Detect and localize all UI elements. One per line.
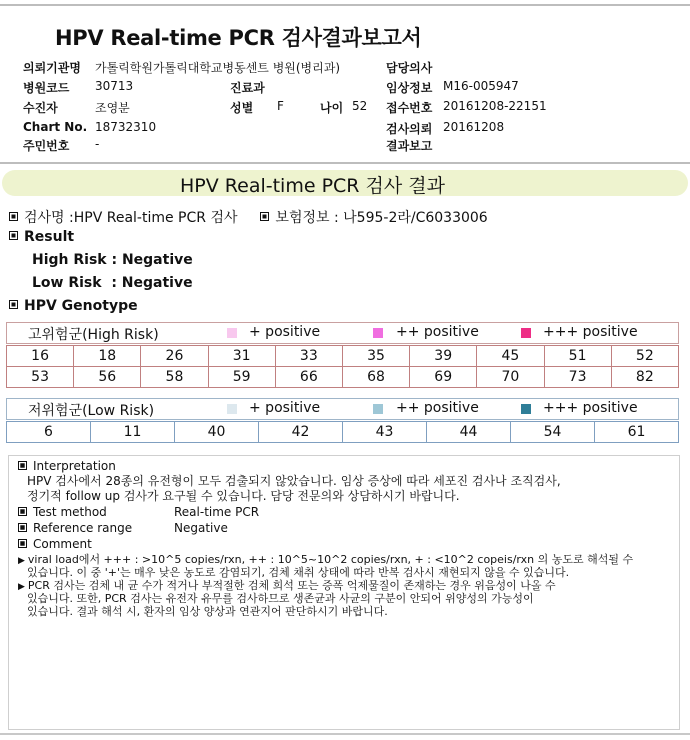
- genotype-cell: 53: [7, 367, 74, 388]
- high-risk-genotype-table: [6, 345, 679, 388]
- genotype-cell: 59: [208, 367, 275, 388]
- checkbox-icon: [18, 523, 27, 532]
- genotype-cell: 44: [427, 422, 511, 443]
- age-label: 나이: [320, 101, 344, 115]
- checkbox-icon: [18, 507, 27, 516]
- low-plus-swatch: [227, 404, 237, 414]
- high-plus3-swatch: [521, 328, 531, 338]
- comment-1-text-1: viral load에서 +++ : >10^5 copies/rxn, ++ : 10^5~10^2 copies/rxn, + : <10^2 copeis/rxn 의 농도로 해석될 수: [27, 553, 634, 566]
- genotype-cell: 18: [74, 346, 141, 367]
- low-plus2-swatch: [373, 404, 383, 414]
- referring-institution-value: 가톨릭학원가톨릭대학교병동센트 병원(병리과): [95, 61, 341, 75]
- clinical-info-label: 임상정보: [386, 81, 433, 95]
- high-plus-label: + positive: [249, 324, 321, 340]
- test-info-line: [9, 207, 488, 227]
- genotype-cell: 51: [544, 346, 611, 367]
- genotype-cell: 35: [342, 346, 409, 367]
- genotype-cell: 56: [74, 367, 141, 388]
- genotype-row: [7, 346, 679, 367]
- genotype-row: [7, 422, 679, 443]
- high-plus3-label: +++ positive: [543, 324, 638, 340]
- high-risk-label: 고위험군(High Risk): [28, 327, 159, 343]
- interpretation-heading-text: Interpretation: [33, 459, 116, 473]
- genotype-heading: [9, 298, 138, 314]
- genotype-cell: 61: [595, 422, 679, 443]
- request-date-label: 검사의뢰: [386, 122, 433, 136]
- report-date-label: 결과보고: [386, 139, 433, 153]
- patient-value: 조영분: [95, 101, 130, 115]
- genotype-cell: 11: [91, 422, 175, 443]
- insurance-value: 나595-2라/C6033006: [343, 210, 488, 226]
- comment-1-line-2: 있습니다. 이 중 '+'는 매우 낮은 농도로 감염되기, 검체 채취 상태에 따라 반복 검사시 재현되지 않을 수 있습니다.: [27, 566, 570, 579]
- test-method-row: [18, 505, 107, 520]
- checkbox-icon: [9, 212, 18, 221]
- sex-value: F: [277, 99, 284, 113]
- interpretation-line-1: HPV 검사에서 28종의 유전형이 모두 검출되지 않았습니다. 임상 증상에 따라 세포진 검사나 조직검사,: [27, 474, 561, 488]
- genotype-cell: 31: [208, 346, 275, 367]
- high-plus2-swatch: [373, 328, 383, 338]
- reference-range-value: Negative: [174, 521, 228, 535]
- genotype-cell: 42: [259, 422, 343, 443]
- receipt-number-label: 접수번호: [386, 101, 433, 115]
- genotype-row: [7, 367, 679, 388]
- patient-label: 수진자: [23, 101, 58, 115]
- comment-2-line-2: 있습니다. 또한, PCR 검사는 유전자 유무를 검사하므로 생존균과 사균의 구분이 안되어 위양성의 가능성이: [27, 592, 534, 605]
- chart-no-value: 18732310: [95, 120, 157, 134]
- genotype-cell: 68: [342, 367, 409, 388]
- age-value: 52: [352, 99, 368, 113]
- test-name-value: HPV Real-time PCR 검사: [73, 210, 238, 226]
- interpretation-line-2: 정기적 follow up 검사가 요구될 수 있습니다. 담당 전문의와 상담하시기 바랍니다.: [27, 489, 460, 503]
- reference-range-label: Reference range: [33, 521, 133, 535]
- reference-range-row: [18, 521, 132, 536]
- genotype-cell: 69: [410, 367, 477, 388]
- test-method-value: Real-time PCR: [174, 505, 260, 519]
- receipt-number-value: 20161208-22151: [443, 99, 547, 113]
- low-risk-result: Low Risk : Negative: [32, 275, 193, 291]
- chart-no-label: Chart No.: [23, 120, 88, 134]
- comment-heading: [18, 537, 92, 552]
- checkbox-icon: [260, 212, 269, 221]
- test-name-label: 검사명 :: [24, 210, 74, 226]
- genotype-cell: 45: [477, 346, 544, 367]
- report-title: HPV Real-time PCR 검사결과보고서: [55, 26, 422, 50]
- top-rule: [0, 4, 690, 6]
- test-method-label: Test method: [33, 505, 107, 519]
- comment-2-line-3: 있습니다. 결과 해석 시, 환자의 임상 양상과 연관지어 판단하시기 바랍니다.: [27, 605, 388, 618]
- referring-institution-label: 의뢰기관명: [23, 61, 81, 75]
- triangle-bullet-icon: ▶: [18, 556, 25, 566]
- genotype-cell: 40: [175, 422, 259, 443]
- result-heading-text: Result: [24, 229, 75, 245]
- clinical-info-value: M16-005947: [443, 79, 519, 93]
- genotype-cell: 52: [611, 346, 678, 367]
- result-banner-title: HPV Real-time PCR 검사 결과: [180, 175, 445, 197]
- hospital-code-label: 병원코드: [23, 81, 70, 95]
- insurance-label: 보험정보 :: [275, 210, 339, 226]
- checkbox-icon: [9, 231, 18, 240]
- genotype-cell: 82: [611, 367, 678, 388]
- header-divider: [0, 162, 690, 164]
- genotype-cell: 16: [7, 346, 74, 367]
- genotype-cell: 58: [141, 367, 208, 388]
- triangle-bullet-icon: ▶: [18, 582, 25, 592]
- interpretation-heading: [18, 459, 116, 474]
- genotype-cell: 33: [275, 346, 342, 367]
- genotype-cell: 43: [343, 422, 427, 443]
- bottom-rule: [0, 733, 690, 735]
- resident-number-value: -: [95, 137, 100, 151]
- high-plus-swatch: [227, 328, 237, 338]
- genotype-cell: 39: [410, 346, 477, 367]
- physician-label: 담당의사: [386, 61, 433, 75]
- genotype-cell: 66: [275, 367, 342, 388]
- low-plus3-label: +++ positive: [543, 400, 638, 416]
- high-plus2-label: ++ positive: [396, 324, 479, 340]
- genotype-cell: 73: [544, 367, 611, 388]
- genotype-cell: 54: [511, 422, 595, 443]
- checkbox-icon: [18, 461, 27, 470]
- sex-label: 성별: [230, 101, 254, 115]
- low-plus-label: + positive: [249, 400, 321, 416]
- comment-heading-text: Comment: [33, 537, 92, 551]
- result-heading: [9, 229, 74, 245]
- genotype-heading-text: HPV Genotype: [24, 298, 138, 314]
- genotype-cell: 26: [141, 346, 208, 367]
- low-risk-label: 저위험군(Low Risk): [28, 403, 155, 419]
- low-plus3-swatch: [521, 404, 531, 414]
- checkbox-icon: [9, 300, 18, 309]
- checkbox-icon: [18, 539, 27, 548]
- request-date-value: 20161208: [443, 120, 505, 134]
- resident-number-label: 주민번호: [23, 139, 70, 153]
- comment-2-text-1: PCR 검사는 검체 내 균 수가 적거나 부적절한 검체 희석 또는 증폭 억제물질이 존재하는 경우 위음성이 나올 수: [27, 579, 556, 592]
- genotype-cell: 6: [7, 422, 91, 443]
- low-risk-genotype-table: [6, 421, 679, 443]
- genotype-cell: 70: [477, 367, 544, 388]
- low-plus2-label: ++ positive: [396, 400, 479, 416]
- department-label: 진료과: [230, 81, 265, 95]
- hospital-code-value: 30713: [95, 79, 134, 93]
- high-risk-result: High Risk : Negative: [32, 252, 193, 268]
